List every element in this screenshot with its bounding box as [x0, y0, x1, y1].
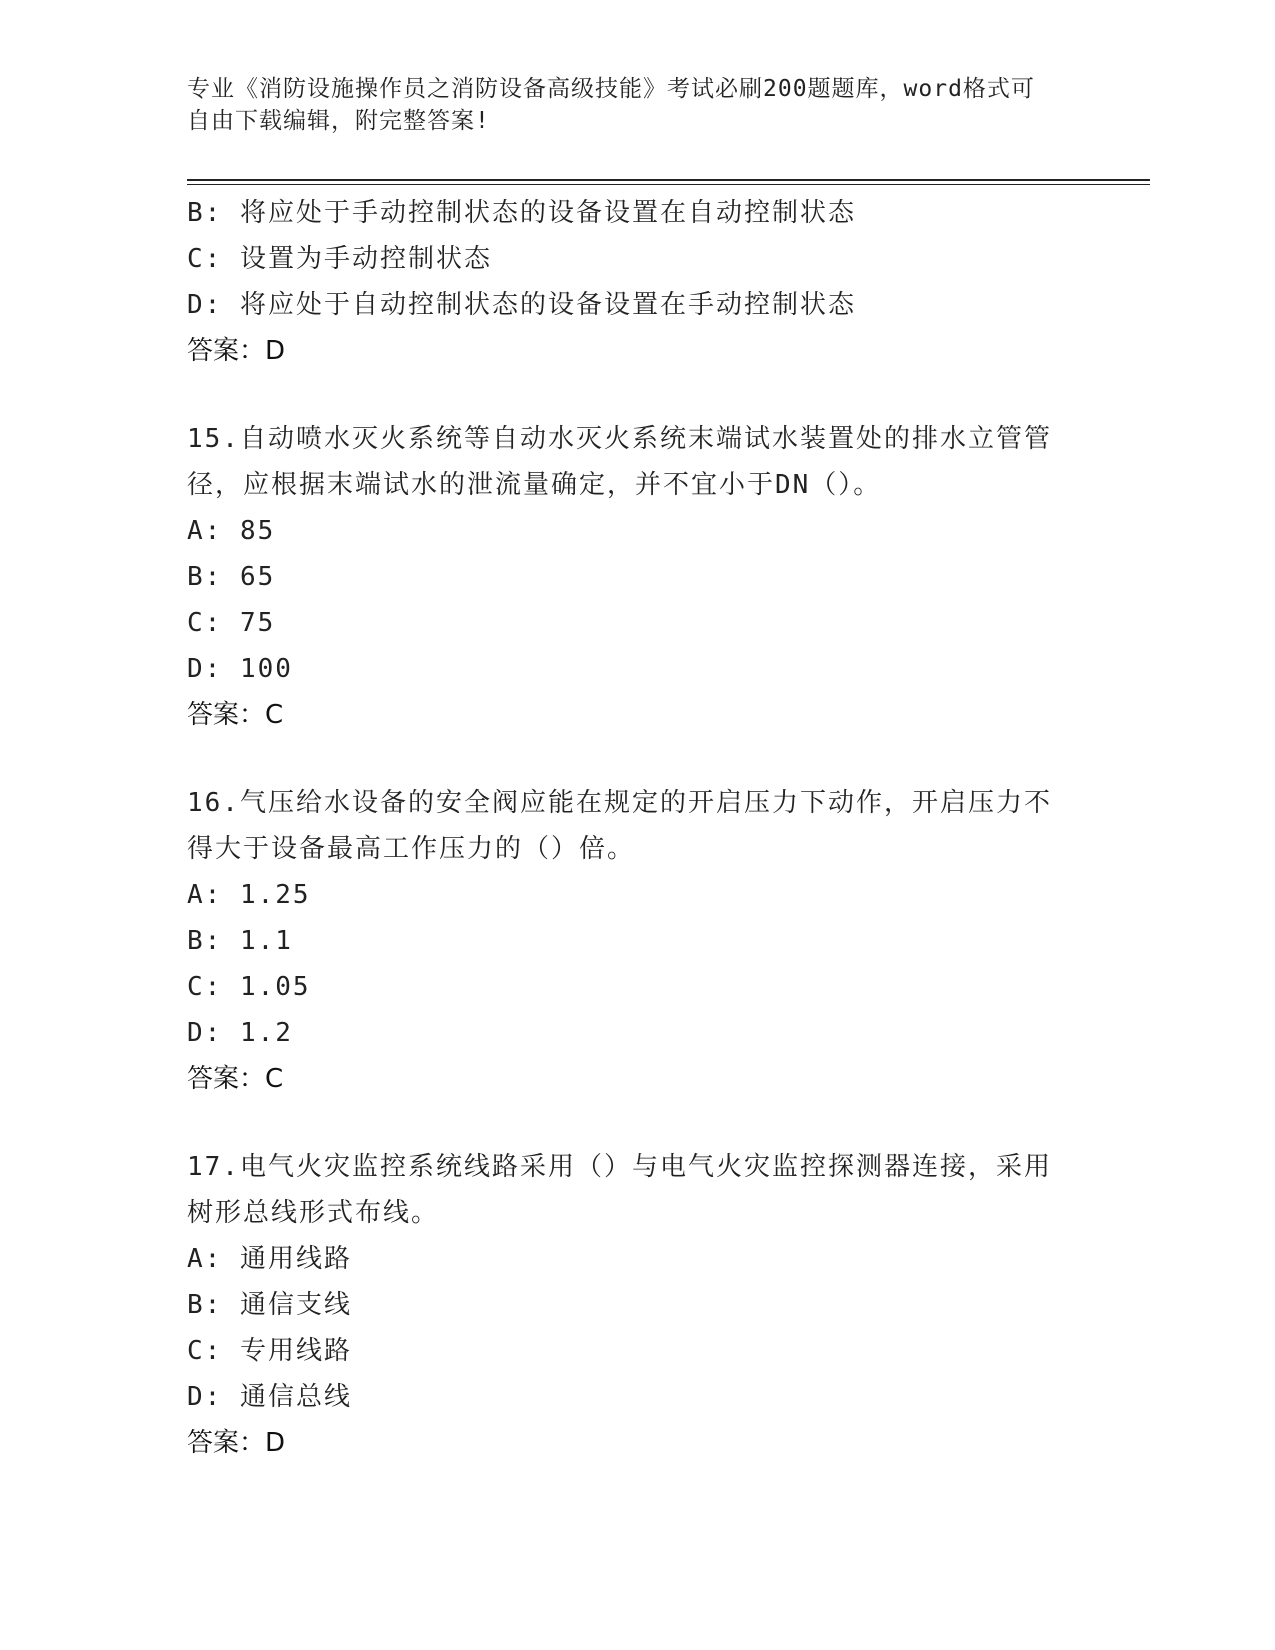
- question-list: [187, 190, 1087, 1466]
- question-16: [187, 780, 1087, 1102]
- spacer: [187, 374, 1087, 416]
- header-line-1: 专业《消防设施操作员之消防设备高级技能》考试必刷200题题库，word格式可: [187, 76, 1035, 102]
- question-stem-line-2: 树形总线形式布线。: [187, 1198, 440, 1228]
- answer-label: 答案：D: [187, 336, 286, 366]
- header-divider-thick: [187, 179, 1150, 181]
- option-b: B: 65: [187, 562, 276, 592]
- option-b: B: 通信支线: [187, 1290, 352, 1320]
- option-b: B: 将应处于手动控制状态的设备设置在自动控制状态: [187, 198, 856, 228]
- option-c: C: 设置为手动控制状态: [187, 244, 492, 274]
- option-b: B: 1.1: [187, 926, 293, 956]
- option-c: C: 1.05: [187, 972, 311, 1002]
- question-stem-line-2: 得大于设备最高工作压力的（）倍。: [187, 834, 636, 864]
- spacer: [187, 1102, 1087, 1144]
- question-stem-line-2: 径，应根据末端试水的泄流量确定，并不宜小于DN（）。: [187, 470, 882, 500]
- question-15: [187, 416, 1087, 738]
- question-stem-line-1: 17.电气火灾监控系统线路采用（）与电气火灾监控探测器连接，采用: [187, 1152, 1052, 1182]
- question-stem-line-1: 16.气压给水设备的安全阀应能在规定的开启压力下动作，开启压力不: [187, 788, 1052, 818]
- header-line-2: 自由下载编辑，附完整答案!: [187, 108, 490, 134]
- option-a: A: 通用线路: [187, 1244, 352, 1274]
- header-divider-thin: [187, 184, 1150, 185]
- option-d: D: 将应处于自动控制状态的设备设置在手动控制状态: [187, 290, 856, 320]
- answer-label: 答案：C: [187, 700, 284, 730]
- option-a: A: 85: [187, 516, 276, 546]
- option-c: C: 75: [187, 608, 276, 638]
- answer-label: 答案：D: [187, 1428, 286, 1458]
- option-d: D: 通信总线: [187, 1382, 352, 1412]
- question-stem-line-1: 15.自动喷水灭火系统等自动水灭火系统末端试水装置处的排水立管管: [187, 424, 1052, 454]
- answer-label: 答案：C: [187, 1064, 284, 1094]
- spacer: [187, 738, 1087, 780]
- option-d: D: 1.2: [187, 1018, 293, 1048]
- page-header: [187, 73, 1067, 137]
- option-a: A: 1.25: [187, 880, 311, 910]
- question-fragment: [187, 190, 1087, 374]
- question-17: [187, 1144, 1087, 1466]
- option-d: D: 100: [187, 654, 293, 684]
- option-c: C: 专用线路: [187, 1336, 352, 1366]
